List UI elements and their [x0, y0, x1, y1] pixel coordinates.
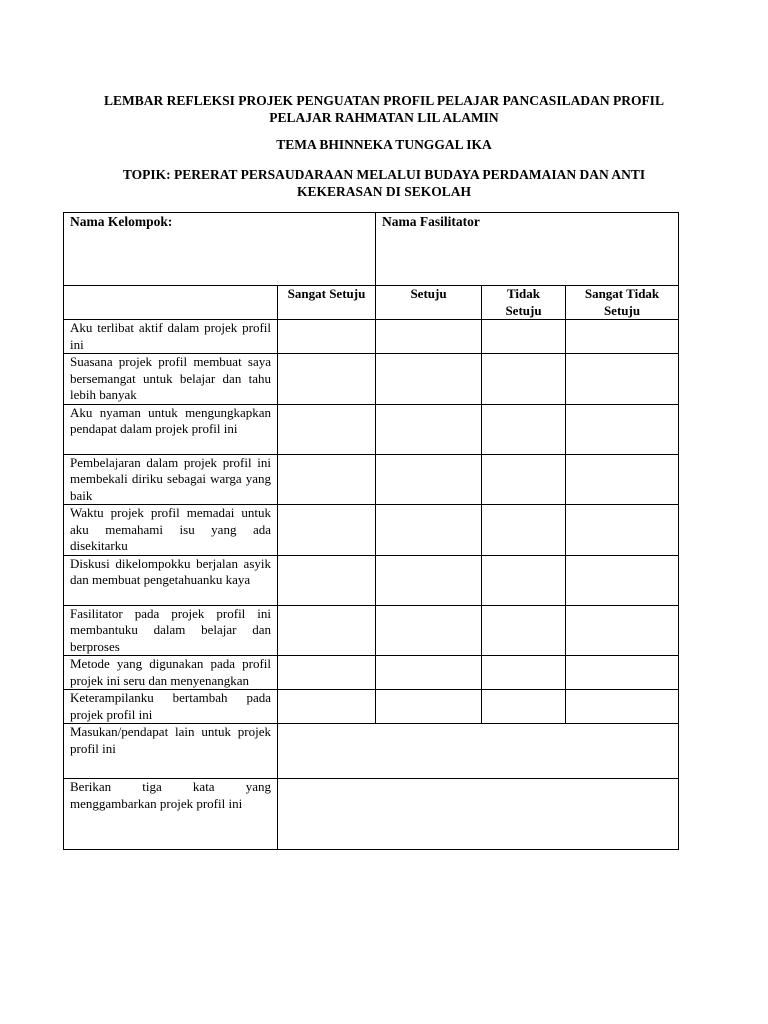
answer-cell-sangat-tidak-setuju[interactable]: [566, 404, 679, 454]
statement-cell: Metode yang digunakan pada profil projek ini seru dan menyenangkan: [64, 656, 278, 690]
answer-cell-setuju[interactable]: [376, 555, 482, 605]
answer-cell-sangat-setuju[interactable]: [278, 354, 376, 405]
empty-header-cell: [64, 286, 278, 320]
feedback-prompt: Masukan/pendapat lain untuk projek profil ini: [64, 724, 278, 779]
document-theme: TEMA BHINNEKA TUNGGAL IKA: [276, 137, 492, 152]
statement-cell: Waktu projek profil memadai untuk aku memahami isu yang ada disekitarku: [64, 505, 278, 556]
answer-cell-setuju[interactable]: [376, 690, 482, 724]
answer-cell-tidak-setuju[interactable]: [482, 354, 566, 405]
answer-cell-tidak-setuju[interactable]: [482, 690, 566, 724]
answer-cell-setuju[interactable]: [376, 605, 482, 656]
reflection-table: [63, 212, 679, 850]
three-words-prompt: Berikan tiga kata yang menggambarkan projek profil ini: [64, 779, 278, 850]
table-row: [64, 690, 679, 724]
document-title: [64, 93, 704, 126]
answer-cell-tidak-setuju[interactable]: [482, 320, 566, 354]
feedback-row: [64, 724, 679, 779]
answer-cell-tidak-setuju[interactable]: [482, 605, 566, 656]
answer-cell-setuju[interactable]: [376, 505, 482, 556]
answer-cell-setuju[interactable]: [376, 354, 482, 405]
answer-cell-setuju[interactable]: [376, 404, 482, 454]
table-row: [64, 605, 679, 656]
table-row: [64, 320, 679, 354]
answer-cell-sangat-tidak-setuju[interactable]: [566, 656, 679, 690]
answer-cell-sangat-setuju[interactable]: [278, 505, 376, 556]
answer-cell-sangat-tidak-setuju[interactable]: [566, 555, 679, 605]
document-topic: [64, 167, 704, 200]
answer-cell-sangat-tidak-setuju[interactable]: [566, 354, 679, 405]
statement-cell: Aku terlibat aktif dalam projek profil ini: [64, 320, 278, 354]
table-row: [64, 505, 679, 556]
facilitator-name-cell[interactable]: [376, 213, 679, 286]
answer-cell-tidak-setuju[interactable]: [482, 505, 566, 556]
group-name-cell[interactable]: [64, 213, 376, 286]
answer-cell-tidak-setuju[interactable]: [482, 555, 566, 605]
facilitator-name-label: Nama Fasilitator: [382, 214, 480, 229]
table-row: [64, 656, 679, 690]
document-title-line-2: PELAJAR RAHMATAN LIL ALAMIN: [269, 109, 499, 125]
table-row: [64, 454, 679, 505]
answer-cell-sangat-setuju[interactable]: [278, 690, 376, 724]
answer-cell-sangat-setuju[interactable]: [278, 605, 376, 656]
answer-cell-sangat-tidak-setuju[interactable]: [566, 454, 679, 505]
answer-cell-sangat-tidak-setuju[interactable]: [566, 505, 679, 556]
table-row: [64, 555, 679, 605]
answer-cell-tidak-setuju[interactable]: [482, 404, 566, 454]
statement-cell: Pembelajaran dalam projek profil ini membekali diriku sebagai warga yang baik: [64, 454, 278, 505]
statement-cell: Keterampilanku bertambah pada projek profil ini: [64, 690, 278, 724]
column-header-tidak-setuju: Tidak Setuju: [482, 286, 566, 320]
answer-cell-setuju[interactable]: [376, 454, 482, 505]
three-words-answer-cell[interactable]: [278, 779, 679, 850]
feedback-answer-cell[interactable]: [278, 724, 679, 779]
column-header-setuju: Setuju: [376, 286, 482, 320]
table-row: [64, 354, 679, 405]
group-name-label: Nama Kelompok:: [70, 214, 173, 229]
column-header-row: [64, 286, 679, 320]
column-header-sangat-setuju: Sangat Setuju: [278, 286, 376, 320]
answer-cell-sangat-setuju[interactable]: [278, 454, 376, 505]
answer-cell-sangat-tidak-setuju[interactable]: [566, 605, 679, 656]
statement-cell: Fasilitator pada projek profil ini membantuku dalam belajar dan berproses: [64, 605, 278, 656]
statement-cell: Aku nyaman untuk mengungkapkan pendapat dalam projek profil ini: [64, 404, 278, 454]
answer-cell-sangat-tidak-setuju[interactable]: [566, 690, 679, 724]
statement-cell: Suasana projek profil membuat saya bersemangat untuk belajar dan tahu lebih banyak: [64, 354, 278, 405]
answer-cell-setuju[interactable]: [376, 320, 482, 354]
answer-cell-sangat-tidak-setuju[interactable]: [566, 320, 679, 354]
statement-cell: Diskusi dikelompokku berjalan asyik dan membuat pengetahuanku kaya: [64, 555, 278, 605]
table-row: [64, 404, 679, 454]
column-header-sangat-tidak-setuju: Sangat Tidak Setuju: [566, 286, 679, 320]
three-words-row: [64, 779, 679, 850]
answer-cell-sangat-setuju[interactable]: [278, 555, 376, 605]
answer-cell-sangat-setuju[interactable]: [278, 656, 376, 690]
header-row: [64, 213, 679, 286]
document-topic-line-1: TOPIK: PERERAT PERSAUDARAAN MELALUI BUDAYA PERDAMAIAN DAN ANTI: [122, 167, 646, 182]
document-title-line-1: LEMBAR REFLEKSI PROJEK PENGUATAN PROFIL PELAJAR PANCASILADAN PROFIL: [104, 93, 664, 108]
answer-cell-sangat-setuju[interactable]: [278, 320, 376, 354]
answer-cell-tidak-setuju[interactable]: [482, 454, 566, 505]
answer-cell-setuju[interactable]: [376, 656, 482, 690]
answer-cell-sangat-setuju[interactable]: [278, 404, 376, 454]
answer-cell-tidak-setuju[interactable]: [482, 656, 566, 690]
document-topic-line-2: KEKERASAN DI SEKOLAH: [296, 183, 472, 199]
